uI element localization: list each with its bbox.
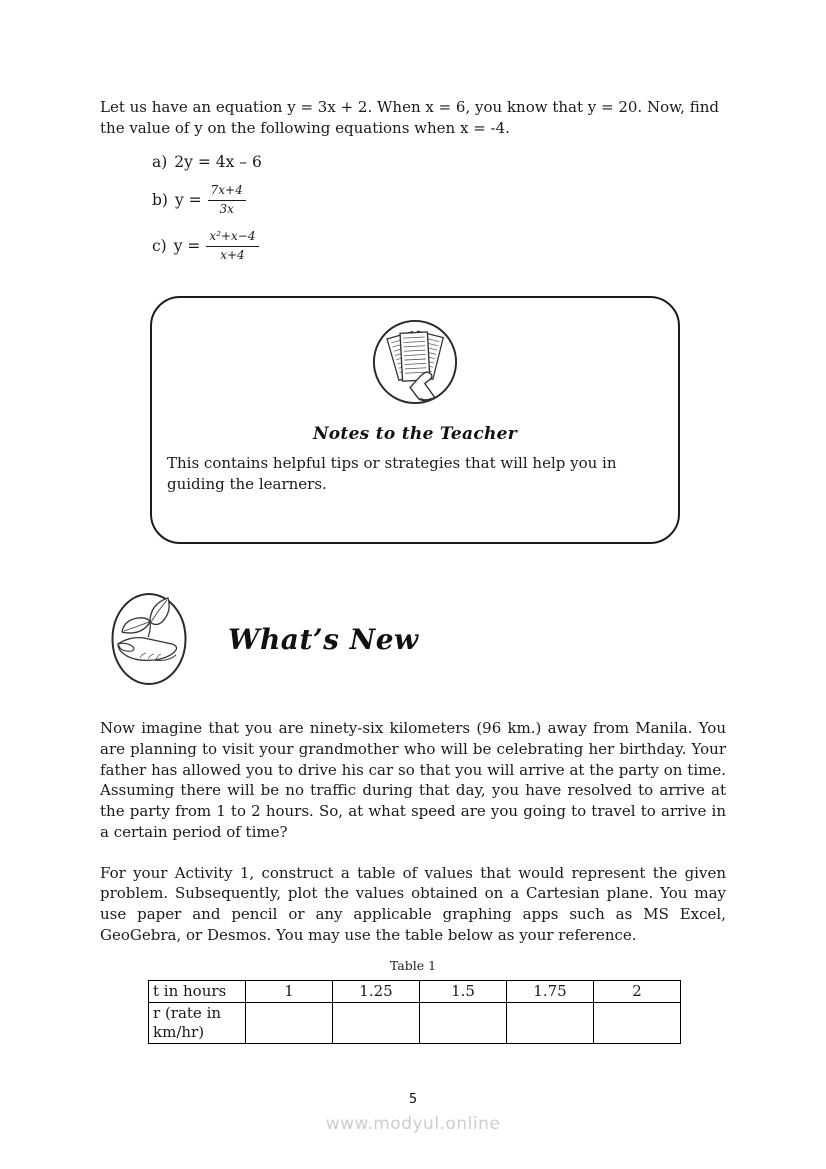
hand-holding-plant-icon	[110, 592, 188, 686]
equation-b	[152, 183, 726, 217]
equation-list	[152, 153, 726, 263]
equation-a-expression: 2y = 4x – 6	[174, 153, 262, 171]
values-table	[148, 980, 681, 1044]
table-cell: 2	[594, 981, 681, 1003]
table-cell-empty	[594, 1003, 681, 1044]
table-row	[149, 1003, 681, 1044]
whats-new-section	[110, 592, 726, 686]
equation-b-fraction	[208, 183, 246, 217]
whats-new-heading: What’s New	[228, 622, 419, 656]
notes-to-teacher-box	[150, 296, 680, 544]
equation-b-denominator: 3x	[219, 201, 234, 216]
activity-paragraph-2: For your Activity 1, construct a table of values that would represent the given problem. Subsequently, plot the values obtained on a Cartesian plane. You may use paper and pencil or any applicable graphing apps such as MS Excel, GeoGebra, or Desmos. You may use the table below as your reference.	[100, 863, 726, 944]
intro-paragraph: Let us have an equation y = 3x + 2. When x = 6, you know that y = 20. Now, find the value of y on the following equations when x = -4.	[100, 98, 719, 137]
equation-a-label: a)	[152, 153, 168, 171]
table-cell: 1.25	[333, 981, 420, 1003]
equation-a	[152, 153, 726, 171]
papers-in-hand-icon	[371, 318, 459, 406]
equation-b-label: b)	[152, 191, 168, 210]
equation-c-fraction	[206, 229, 258, 263]
equation-c	[152, 229, 726, 263]
equation-b-numerator: 7x+4	[208, 183, 246, 201]
equation-b-lhs: y =	[174, 191, 202, 210]
table-row	[149, 981, 681, 1003]
equation-c-denominator: x+4	[220, 247, 245, 262]
table-row-header-rate: r (rate in km/hr)	[149, 1003, 246, 1044]
table-cell: 1.5	[420, 981, 507, 1003]
table-caption: Table 1	[389, 958, 437, 974]
table-cell-empty	[246, 1003, 333, 1044]
notes-box-title: Notes to the Teacher	[312, 424, 518, 445]
table-row-header-time: t in hours	[149, 981, 246, 1003]
table-cell-empty	[420, 1003, 507, 1044]
watermark-text: www.modyul.online	[325, 1114, 501, 1134]
table-cell-empty	[333, 1003, 420, 1044]
equation-c-label: c)	[152, 237, 167, 256]
table-cell: 1	[246, 981, 333, 1003]
equation-c-lhs: y =	[173, 237, 201, 256]
activity-paragraph-1: Now imagine that you are ninety-six kilometers (96 km.) away from Manila. You are planning to visit your grandmother who will be celebrating her birthday. Your father has allowed you to drive his car so that you will arrive at the party on time. Assuming there will be no traffic during that day, you have resolved to arrive at the party from 1 to 2 hours. So, at what speed are you going to travel to arrive in a certain period of time?	[100, 719, 726, 841]
equation-c-numerator: x²+x−4	[206, 229, 258, 247]
table-cell-empty	[507, 1003, 594, 1044]
page-number: 5	[408, 1092, 418, 1107]
table-cell: 1.75	[507, 981, 594, 1003]
notes-box-body: This contains helpful tips or strategies that will help you in guiding the learners.	[167, 454, 617, 493]
